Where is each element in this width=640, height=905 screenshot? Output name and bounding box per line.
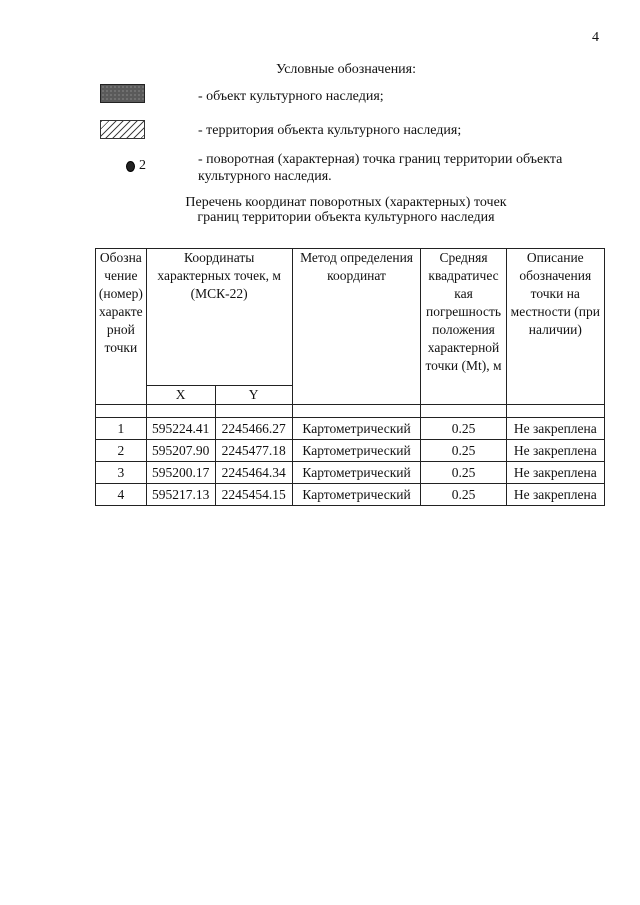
legend-item-object: - объект культурного наследия; [198,89,384,104]
cell-description: Не закреплена [506,462,604,484]
cell-y: 2245454.15 [215,484,292,506]
cultural-object-symbol [100,84,145,103]
cell-error: 0.25 [421,440,506,462]
coordinates-table [95,248,605,506]
list-title-line-1: Перечень координат поворотных (характерных) точек [185,195,507,210]
turning-point-symbol [126,158,146,174]
cell-description: Не закреплена [506,484,604,506]
cell-y: 2245466.27 [215,418,292,440]
header-error: Средняя квадратичес кая погрешность положения характерной точки (Mt), м [421,249,506,405]
cell-description: Не закреплена [506,440,604,462]
cell-description: Не закреплена [506,418,604,440]
header-point: Обозна чение (номер) характе рной точки [96,249,147,405]
point-dot-icon [126,161,135,172]
cell-error: 0.25 [421,484,506,506]
page-number: 4 [592,30,599,45]
cell-x: 595207.90 [146,440,215,462]
point-symbol-label: 2 [139,158,146,173]
spacer-cell [215,405,292,418]
cell-error: 0.25 [421,418,506,440]
cell-error: 0.25 [421,462,506,484]
spacer-cell [506,405,604,418]
table-row [96,462,605,484]
cell-method: Картометрический [292,462,421,484]
cell-point: 1 [96,418,147,440]
list-title-line-2: границ территории объекта культурного наследия [197,210,495,225]
legend-item-turning-point: - поворотная (характерная) точка границ территории объекта культурного наследия. [198,152,563,184]
spacer-cell [96,405,147,418]
territory-symbol [100,120,145,139]
header-description: Описание обозначения точки на местности (при наличии) [506,249,604,405]
cell-method: Картометрический [292,418,421,440]
cell-point: 4 [96,484,147,506]
header-y: Y [215,386,292,405]
cell-point: 3 [96,462,147,484]
legend-title: Условные обозначения: [275,62,417,77]
cell-method: Картометрический [292,484,421,506]
cell-x: 595217.13 [146,484,215,506]
spacer-cell [292,405,421,418]
legend-item-territory: - территория объекта культурного наследия; [198,123,462,138]
coordinates-list-title [0,195,640,225]
cell-x: 595200.17 [146,462,215,484]
header-coordinates: Координаты характерных точек, м (МСК-22) [146,249,292,386]
table-row [96,440,605,462]
cell-x: 595224.41 [146,418,215,440]
header-x: X [146,386,215,405]
spacer-cell [146,405,215,418]
header-method: Метод определения координат [292,249,421,405]
spacer-cell [421,405,506,418]
cell-y: 2245477.18 [215,440,292,462]
cell-method: Картометрический [292,440,421,462]
cell-y: 2245464.34 [215,462,292,484]
table-row [96,484,605,506]
table-row [96,418,605,440]
cell-point: 2 [96,440,147,462]
